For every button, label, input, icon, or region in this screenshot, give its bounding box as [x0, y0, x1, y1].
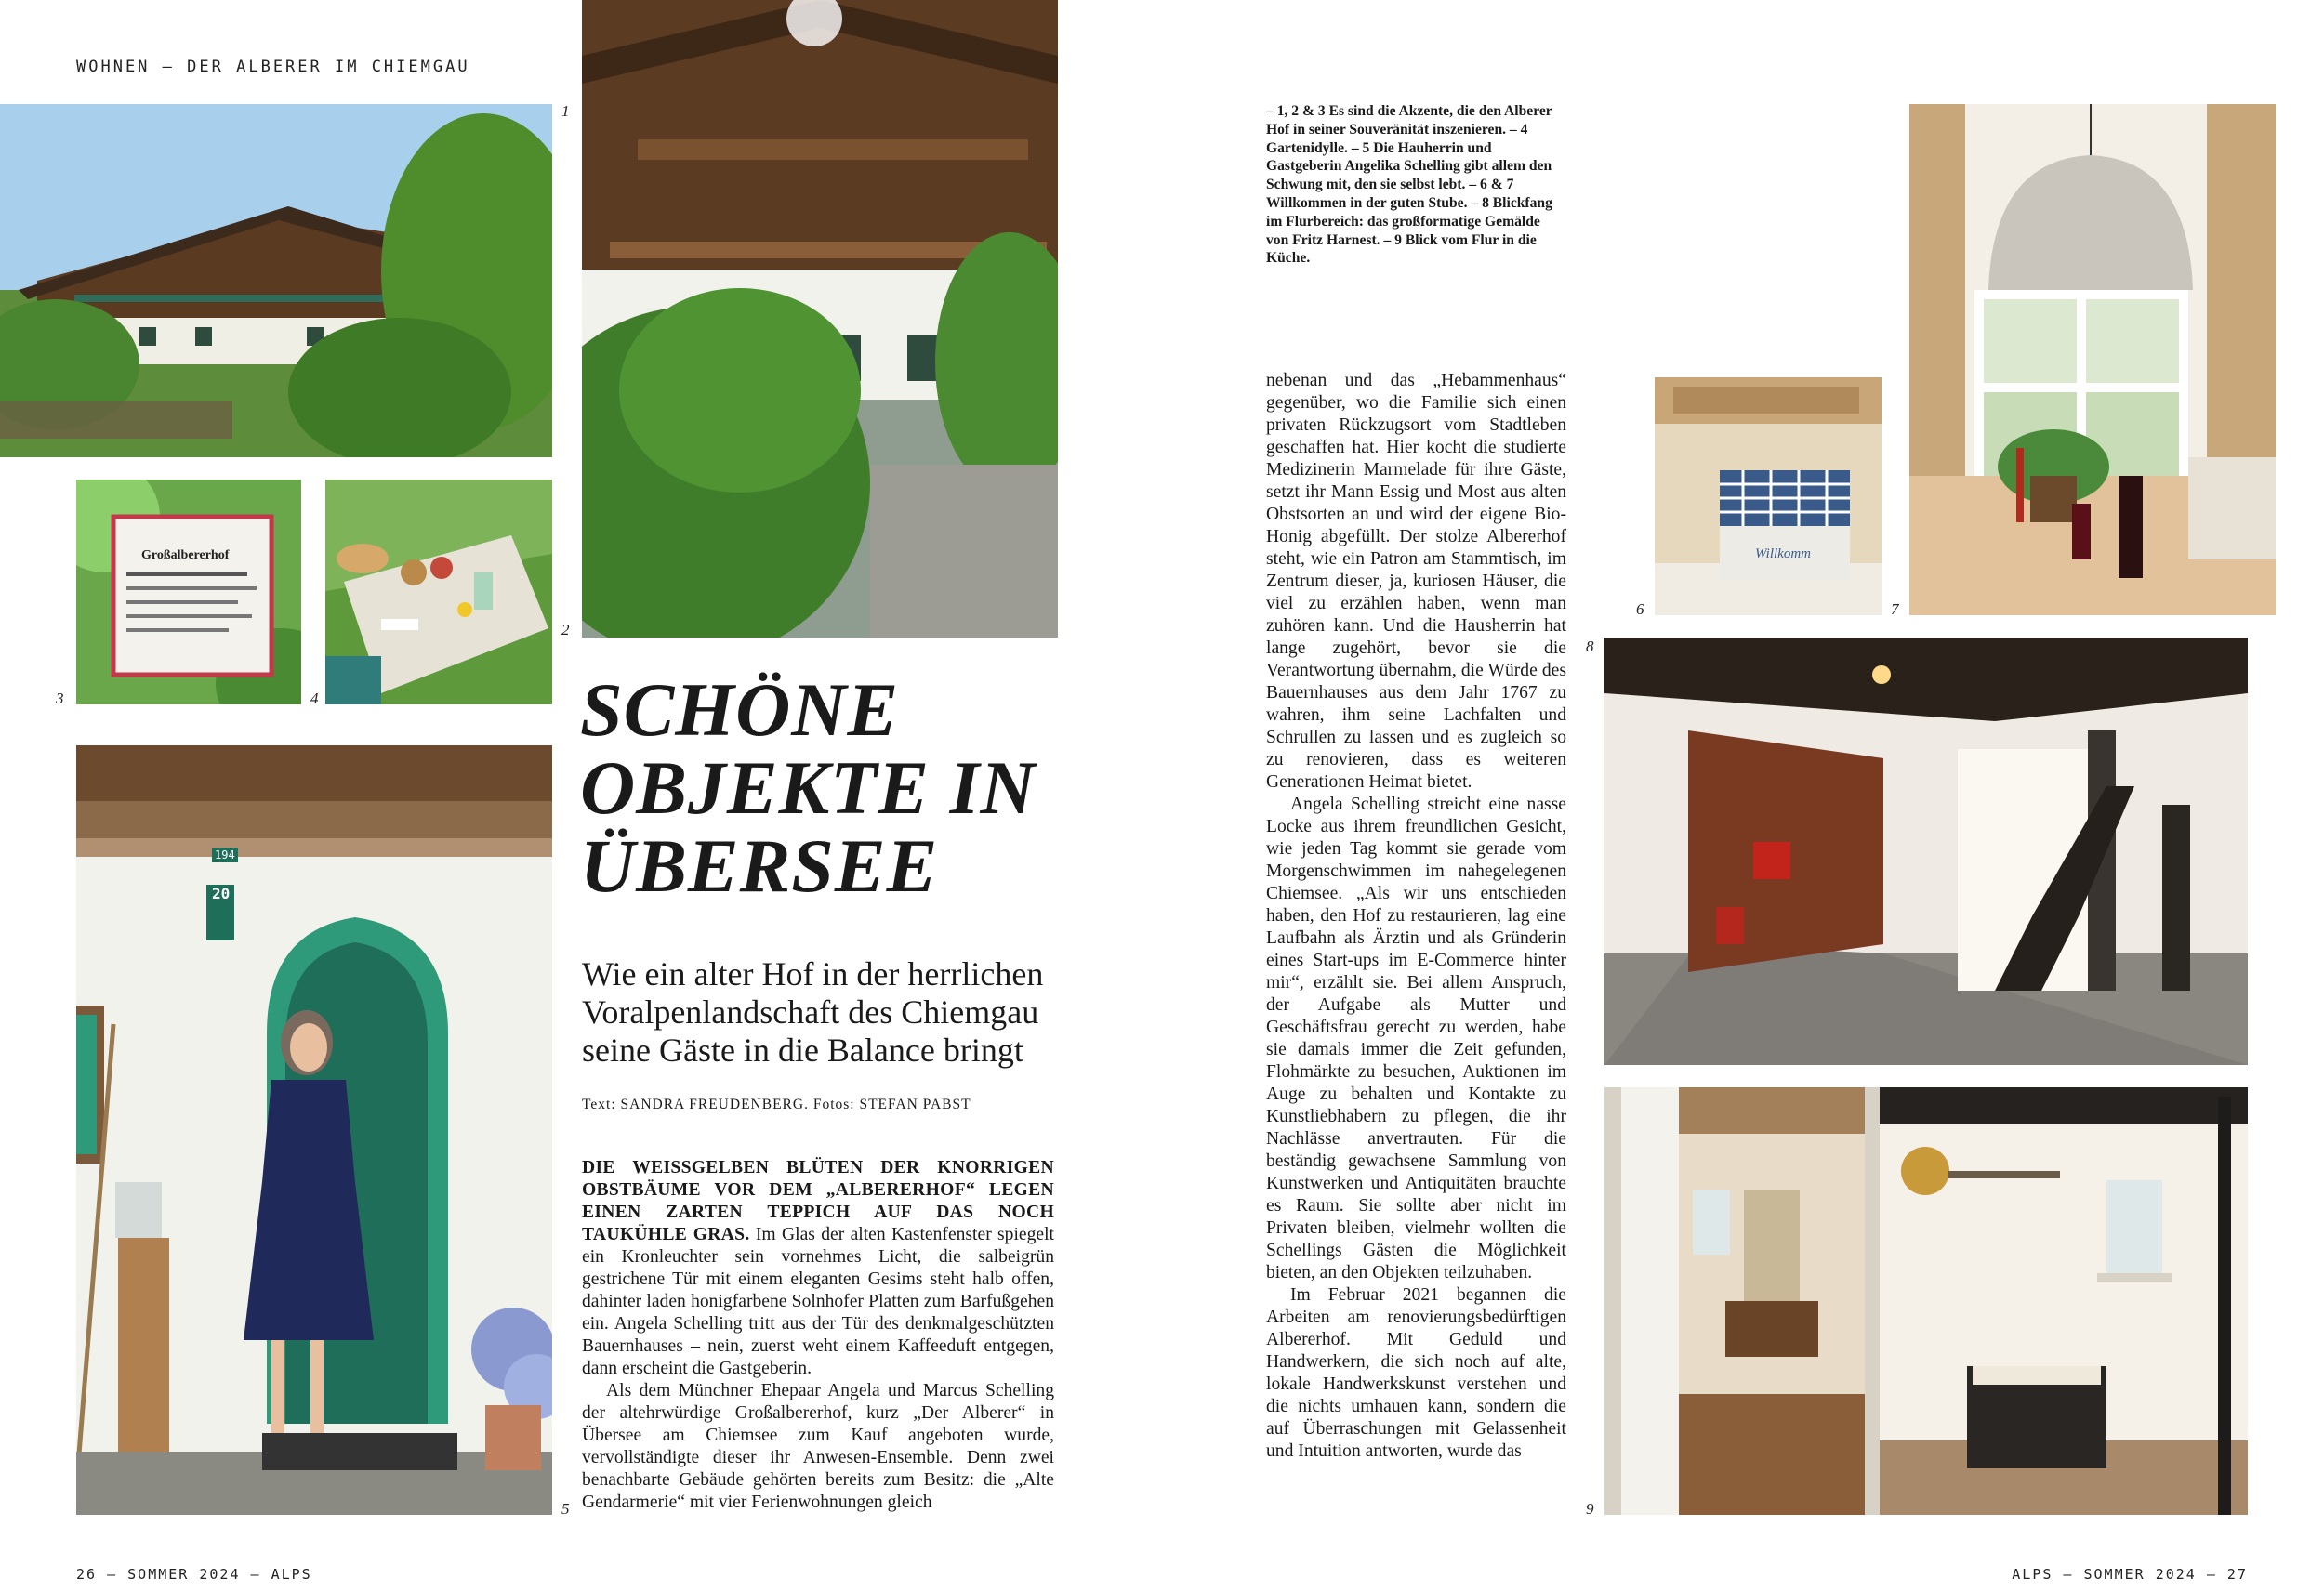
- body-column-1: [582, 1157, 1054, 1514]
- photo-2-facade: [582, 0, 1058, 638]
- article-credit: Text: SANDRA FREUDENBERG. Fotos: STEFAN PABST: [582, 1097, 971, 1112]
- folio-right: ALPS – SOMMER 2024 – 27: [2012, 1566, 2248, 1583]
- col2-paragraph-3: Im Februar 2021 begannen die Arbeiten am renovierungsbedürftigen Albererhof. Mit Geduld und Handwerkern, die sich noch auf alte, lokale Handwerkskunst verstehen und die nichts umhauen kann, sondern die auf Überraschungen mit Gelassenheit und Intuition antworten, wurde das: [1266, 1285, 1566, 1461]
- header-section: WOHNEN: [76, 58, 151, 76]
- photo-3-sign: [76, 480, 301, 704]
- house-number-194: 194: [212, 848, 238, 862]
- figure-number-4: 4: [310, 690, 319, 707]
- figure-number-2: 2: [561, 621, 570, 638]
- photo-6-pillow: [1655, 377, 1882, 615]
- col1-paragraph-1: Im Glas der alten Kastenfenster spiegelt ein Kronleuchter sein vornehmes Licht, die salbeigrün gestrichene Tür mit einem eleganten Gesims steht halb offen, dahinter laden honigfarbene Solnhofer Platten zum Barfußgehen ein. Angela Schelling tritt aus der Tür des denkmalgeschützten Bauernhauses – nein, zuerst weht einem Kaffeeduft entgegen, dann erscheint die Gastgeberin.: [582, 1225, 1055, 1378]
- pillow-text: Willkomm: [1755, 546, 1811, 561]
- sign-title-text: Großalbererhof: [141, 548, 230, 562]
- article-subtitle: Wie ein alter Hof in der herrlichen Voralpenlandschaft des Chiemgau seine Gäste in die Balance bringt: [582, 955, 1044, 1069]
- title-line-3: ÜBERSEE: [580, 823, 939, 908]
- figure-number-3: 3: [56, 690, 64, 707]
- photo-1-farmhouse: [0, 104, 552, 457]
- house-number-20: 20: [212, 885, 231, 902]
- title-line-2: OBJEKTE IN: [580, 745, 1037, 830]
- photo-8-hallway-painting: [1604, 638, 2248, 1065]
- figure-number-8: 8: [1586, 638, 1594, 655]
- photo-5-hostess-door: [76, 745, 552, 1515]
- figure-number-7: 7: [1891, 600, 1899, 618]
- header-kicker: DER ALBERER IM CHIEMGAU: [187, 58, 470, 76]
- photo-4-garden-table: [325, 480, 552, 704]
- photo-captions: – 1, 2 & 3 Es sind die Akzente, die den Alberer Hof in seiner Souveränität inszenieren. – 4 Gartenidylle. – 5 Die Hauherrin und Gastgeberin Angelika Schelling gibt allem den Schwung mit, den sie selbst lebt. – 6 & 7 Willkommen in der guten Stube. – 8 Blickfang im Flurbereich: das großformatige Gemälde von Fritz Harnest. – 9 Blick vom Flur in die Küche.: [1266, 103, 1552, 267]
- figure-number-1: 1: [561, 102, 570, 120]
- figure-number-9: 9: [1586, 1500, 1594, 1518]
- figure-number-5: 5: [561, 1500, 570, 1518]
- body-column-2: [1266, 370, 1566, 1463]
- photo-7-dining-lamp: [1909, 104, 2276, 615]
- article-title: [580, 667, 1101, 908]
- photo-9-kitchen-view: [1604, 1087, 2248, 1515]
- col1-paragraph-2: Als dem Münchner Ehepaar Angela und Marcus Schelling der altehrwürdige Großalbererhof, kurz „Der Alberer“ in Übersee am Chiemsee zum Kauf angeboten wurde, vervollständigte dieser ihr Anwesen-Ensemble. Denn zwei benachbarte Gebäude gehörten bereits zum Besitz: die „Alte Gendarmerie“ mit vier Ferienwohnungen gleich: [582, 1381, 1054, 1512]
- figure-number-6: 6: [1636, 600, 1644, 618]
- title-line-1: SCHÖNE: [580, 667, 900, 752]
- header-separator: –: [162, 58, 175, 76]
- running-header: [76, 58, 470, 76]
- col2-paragraph-1: nebenan und das „Hebammenhaus“ gegenüber, wo die Familie sich einen privaten Rückzugsort vom Stadtleben geschaffen hat. Hier kocht die studierte Medizinerin Marmelade für ihre Gäste, setzt ihr Mann Essig und Most aus alten Obstsorten an und wird der eigene Bio-Honig abgefüllt. Der stolze Albererhof steht, wie ein Patron am Stammtisch, im Zentrum dieser, ja, kuriosen Häuser, die viel zu erzählen haben, wenn man zuhören kann. Und die Hausherrin hat lange zugehört, bevor sie die Verantwortung übernahm, die Würde des Bauernhauses aus dem Jahr 1767 zu wahren, ihm seine Lachfalten und Schrullen zu lassen und es zugleich so zu renovieren, dass es weiteren Generationen Heimat bietet.: [1266, 371, 1566, 792]
- lead-text: DIE WEISSGELBEN BLÜTEN DER KNORRIGEN OBSTBÄUME VOR DEM „ALBERERHOF“ LEGEN EINEN ZARTEN TEPPICH AUF DAS NOCH TAUKÜHLE GRAS.: [582, 1158, 1054, 1244]
- col2-paragraph-2: Angela Schelling streicht eine nasse Locke aus ihrem freundlichen Gesicht, wie jeden Tag kommt sie gerade vom Morgenschwimmen im nahegelegenen Chiemsee. „Als wir uns entschieden haben, den Hof zu restaurieren, lag eine Laufbahn als Ärztin und als Gründerin eines Start-ups im E-Commerce hinter mir“, erzählt sie. Bei allem Anspruch, der Aufgabe als Mutter und Geschäftsfrau gerecht zu werden, habe sie damals immer die Zeit gefunden, Flohmärkte zu besuchen, Auktionen im Auge zu behalten und Kontakte zu Kunstliebhabern zu pflegen, die ihr Nachlässe anvertrauten. Für die beständig gewachsene Sammlung von Kunstwerken und Antiquitäten brauchte es Raum. Sie sollte aber nicht im Privaten bleiben, vielmehr wollten die Schellings Gästen die Möglichkeit bieten, an den Objekten teilzuhaben.: [1266, 795, 1566, 1282]
- folio-left: 26 – SOMMER 2024 – ALPS: [76, 1566, 312, 1583]
